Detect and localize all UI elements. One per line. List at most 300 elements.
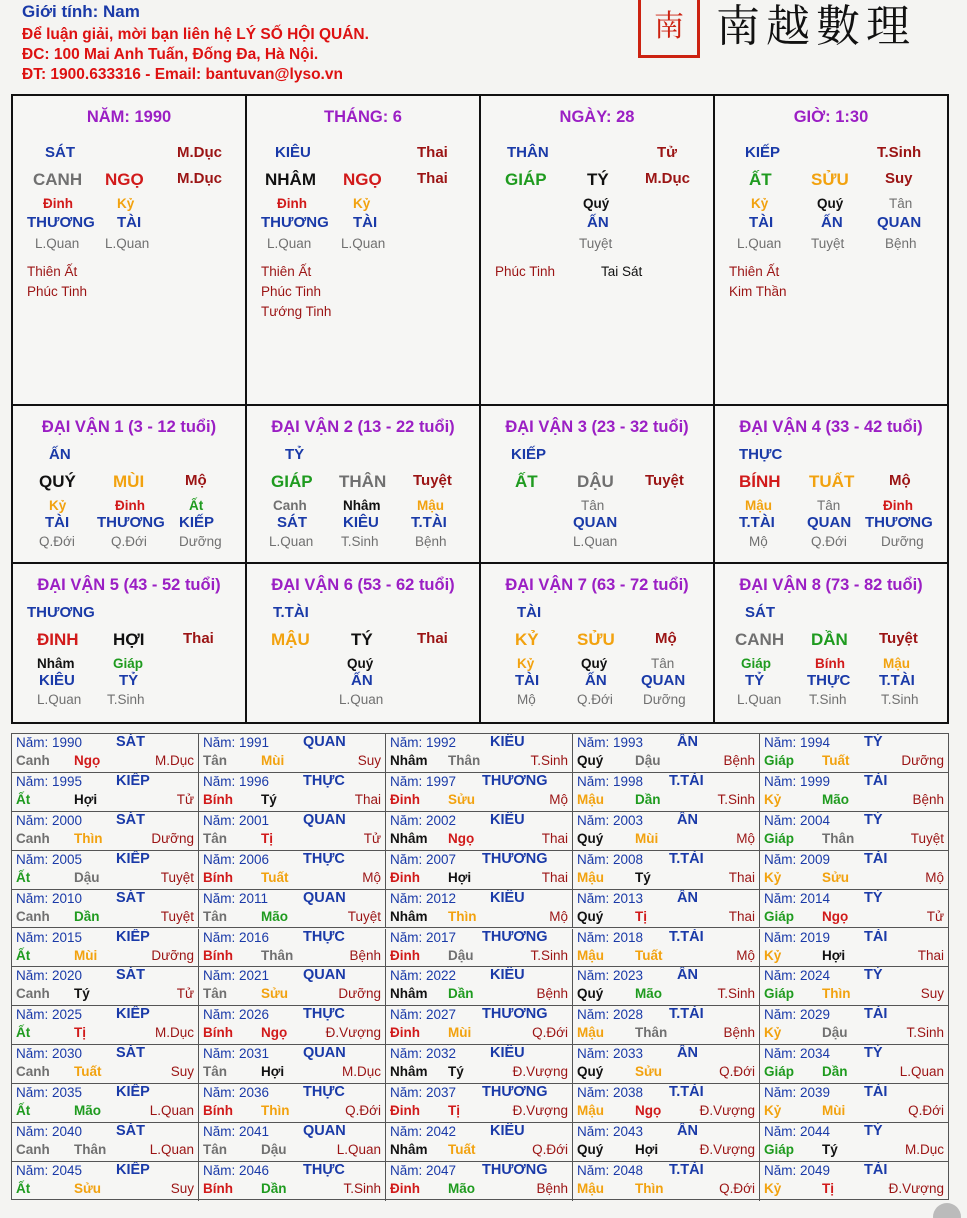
dai-van-term: Thai xyxy=(183,630,214,647)
dai-van-term: Mậu xyxy=(745,498,772,513)
year-branch: Thân xyxy=(74,1142,107,1157)
pillar-term: ẤN xyxy=(821,214,843,231)
year-cell xyxy=(573,812,760,851)
year-ten-god: T.TÀI xyxy=(669,772,704,789)
pillar-term: Đinh xyxy=(43,196,73,211)
year-branch: Dần xyxy=(635,791,661,807)
year-stem: Quý xyxy=(577,1142,604,1157)
dai-van-term: Giáp xyxy=(113,656,144,671)
dai-van-term: Bính xyxy=(815,656,845,671)
year-branch: Dậu xyxy=(635,753,661,768)
pillar-term: NGỌ xyxy=(343,170,382,189)
year-stage: L.Quan xyxy=(336,1142,381,1157)
year-branch: Dậu xyxy=(448,947,474,963)
year-ten-god: THƯƠNG xyxy=(482,1084,548,1101)
year-label: Năm: 2020 xyxy=(16,968,83,984)
year-label: Năm: 2043 xyxy=(577,1124,644,1139)
year-label: Năm: 2042 xyxy=(390,1124,457,1139)
year-branch: Mão xyxy=(448,1180,475,1196)
pillar-term: SỬU xyxy=(811,170,849,189)
dai-van-title: ĐẠI VẬN 8 (73 - 82 tuổi) xyxy=(739,576,923,594)
year-stage: Mộ xyxy=(736,830,755,846)
year-branch: Hợi xyxy=(74,791,98,807)
year-branch: Tuất xyxy=(74,1064,102,1080)
year-stage: Bệnh xyxy=(349,947,381,963)
year-cell xyxy=(760,890,948,929)
year-stem: Giáp xyxy=(764,908,795,924)
year-ten-god: TỶ xyxy=(864,811,883,828)
dai-van-term: T.TÀI xyxy=(879,672,915,689)
year-branch: Ngọ xyxy=(822,908,849,924)
year-stem: Ất xyxy=(16,1025,31,1041)
pillar-term: Phúc Tinh xyxy=(261,284,322,299)
dai-van-term: Mộ xyxy=(749,534,768,549)
year-stem: Đinh xyxy=(390,869,420,885)
year-cell xyxy=(199,773,386,812)
dai-van-title: ĐẠI VẬN 6 (53 - 62 tuổi) xyxy=(271,576,455,594)
dai-van-title: ĐẠI VẬN 3 (23 - 32 tuổi) xyxy=(505,418,689,436)
year-cell xyxy=(12,734,199,773)
dai-van-term: Mộ xyxy=(517,692,536,707)
dai-van-title: ĐẠI VẬN 4 (33 - 42 tuổi) xyxy=(739,418,923,436)
year-stem: Tân xyxy=(203,753,228,768)
year-label: Năm: 2034 xyxy=(764,1046,831,1062)
year-stem: Ất xyxy=(16,1180,31,1196)
year-stage: Bệnh xyxy=(536,986,568,1002)
year-label: Năm: 2026 xyxy=(203,1007,270,1023)
dai-van-term: QUÝ xyxy=(39,472,76,491)
dai-van-term: Nhâm xyxy=(37,656,75,671)
year-label: Năm: 2036 xyxy=(203,1085,270,1101)
pillar-term: L.Quan xyxy=(35,236,80,251)
year-ten-god: KIÊU xyxy=(490,734,525,750)
year-label: Năm: 2023 xyxy=(577,968,644,984)
year-cell xyxy=(573,1123,760,1162)
dai-van-term: DẬU xyxy=(577,472,614,491)
pillar-term: NHÂM xyxy=(265,170,316,189)
pillar-term: Tướng Tinh xyxy=(261,304,332,319)
year-stem: Kỷ xyxy=(764,791,782,807)
year-ten-god: THƯƠNG xyxy=(482,1161,548,1178)
year-label: Năm: 2030 xyxy=(16,1046,83,1062)
year-label: Năm: 1998 xyxy=(577,773,644,789)
dai-van-term: TỶ xyxy=(745,672,765,689)
dai-van-title: ĐẠI VẬN 5 (43 - 52 tuổi) xyxy=(37,576,221,594)
year-branch: Thìn xyxy=(448,908,477,924)
year-stage: Bệnh xyxy=(912,791,944,807)
year-cell xyxy=(12,1162,199,1201)
year-branch: Tị xyxy=(261,830,273,846)
dai-van-term: Tân xyxy=(817,498,841,513)
dai-van-title: ĐẠI VẬN 1 (3 - 12 tuổi) xyxy=(41,418,217,436)
year-label: Năm: 2003 xyxy=(577,812,644,828)
dai-van-term: KIẾP xyxy=(511,446,547,463)
dai-van-title: ĐẠI VẬN 7 (63 - 72 tuổi) xyxy=(505,576,689,594)
year-ten-god: SÁT xyxy=(116,889,145,906)
year-stage: Đ.Vượng xyxy=(888,1180,944,1196)
dai-van-term: Quý xyxy=(347,656,374,671)
year-stem: Tân xyxy=(203,1142,228,1157)
year-stem: Quý xyxy=(577,753,604,768)
year-cell xyxy=(760,1045,948,1084)
year-ten-god: QUAN xyxy=(303,889,346,906)
dai-van-term: Bệnh xyxy=(415,534,447,549)
year-label: Năm: 1992 xyxy=(390,735,457,750)
year-ten-god: TÀI xyxy=(864,850,888,867)
year-cell xyxy=(12,929,199,968)
pillar-term: THÂN xyxy=(507,144,549,161)
year-ten-god: TỶ xyxy=(864,1123,883,1139)
dai-van-term: MẬU xyxy=(271,630,310,649)
year-branch: Tuất xyxy=(822,753,850,768)
year-branch: Thân xyxy=(822,830,855,846)
year-branch: Tuất xyxy=(635,947,663,963)
year-stage: Dưỡng xyxy=(901,753,944,768)
year-cell xyxy=(199,734,386,773)
year-stem: Canh xyxy=(16,1142,50,1157)
pillar-title: NGÀY: 28 xyxy=(559,108,635,126)
year-ten-god: QUAN xyxy=(303,967,346,984)
year-cell xyxy=(199,967,386,1006)
year-stage: M.Dục xyxy=(341,1064,381,1080)
pillar-term: ẤN xyxy=(587,214,609,231)
year-label: Năm: 2008 xyxy=(577,851,644,867)
year-ten-god: TỶ xyxy=(864,967,883,984)
year-branch: Ngọ xyxy=(261,1025,288,1041)
pillar-term: Kỷ xyxy=(353,196,371,211)
scroll-indicator[interactable] xyxy=(933,1203,961,1218)
year-label: Năm: 2013 xyxy=(577,890,644,906)
year-ten-god: TÀI xyxy=(864,1084,888,1101)
year-label: Năm: 2039 xyxy=(764,1085,831,1101)
year-label: Năm: 2006 xyxy=(203,851,270,867)
year-stage: Mộ xyxy=(925,869,944,885)
year-branch: Tị xyxy=(448,1103,460,1119)
dai-van-term: DẦN xyxy=(811,630,848,649)
dai-van-term: ẤN xyxy=(351,672,373,689)
year-cell xyxy=(573,1084,760,1123)
year-stage: Mộ xyxy=(549,791,568,807)
pillar-term: L.Quan xyxy=(737,236,782,251)
year-branch: Hợi xyxy=(822,947,846,963)
year-stage: Đ.Vượng xyxy=(699,1142,755,1157)
year-ten-god: THƯƠNG xyxy=(482,928,548,945)
year-label: Năm: 1997 xyxy=(390,773,457,789)
dai-van-cell xyxy=(13,564,247,722)
dai-van-term: ẤN xyxy=(49,446,71,463)
year-stem: Giáp xyxy=(764,830,795,846)
dai-van-term: Q.Đới xyxy=(111,534,147,549)
dai-van-cell xyxy=(715,406,947,564)
pillar-term: TÀI xyxy=(353,214,378,231)
year-stem: Đinh xyxy=(390,791,420,807)
year-ten-god: THƯƠNG xyxy=(482,772,548,789)
year-branch: Ngọ xyxy=(448,830,475,846)
pillar-term: NGỌ xyxy=(105,170,144,189)
year-cell xyxy=(573,851,760,890)
year-cell xyxy=(760,812,948,851)
year-label: Năm: 1991 xyxy=(203,735,270,750)
year-stage: Tử xyxy=(363,830,381,846)
year-branch: Tị xyxy=(822,1180,834,1196)
pillar-cell xyxy=(247,96,481,408)
year-cell xyxy=(386,1123,573,1162)
pillar-term: Thai xyxy=(417,170,448,187)
year-label: Năm: 2002 xyxy=(390,812,457,828)
year-stage: Thai xyxy=(541,869,568,885)
year-label: Năm: 2031 xyxy=(203,1046,270,1062)
year-label: Năm: 2044 xyxy=(764,1124,831,1139)
year-branch: Dần xyxy=(261,1180,287,1196)
year-branch: Hợi xyxy=(635,1142,659,1157)
year-stage: Q.Đới xyxy=(908,1103,944,1119)
year-cell xyxy=(386,773,573,812)
year-label: Năm: 2028 xyxy=(577,1007,644,1023)
year-ten-god: KIẾP xyxy=(116,850,150,867)
year-cell xyxy=(573,1006,760,1045)
dai-van-term: Mộ xyxy=(185,472,207,489)
year-stem: Nhâm xyxy=(390,753,428,768)
year-stem: Canh xyxy=(16,753,50,768)
year-stage: M.Dục xyxy=(154,753,194,768)
red-seal-logo: 南 xyxy=(638,0,700,58)
year-stem: Canh xyxy=(16,986,50,1002)
year-stage: Thai xyxy=(541,830,568,846)
year-cell xyxy=(573,773,760,812)
year-ten-god: T.TÀI xyxy=(669,1161,704,1178)
year-branch: Dậu xyxy=(261,1142,287,1157)
year-branch: Mùi xyxy=(448,1025,472,1041)
dai-van-cell xyxy=(481,564,715,722)
pillar-term: Kỷ xyxy=(751,196,769,211)
year-branch: Dần xyxy=(822,1064,848,1080)
year-ten-god: T.TÀI xyxy=(669,1084,704,1101)
dai-van-term: Mộ xyxy=(655,630,677,647)
year-stem: Nhâm xyxy=(390,986,428,1002)
year-branch: Mão xyxy=(74,1103,101,1119)
year-ten-god: QUAN xyxy=(303,1045,346,1062)
year-label: Năm: 2007 xyxy=(390,851,457,867)
dai-van-term: ĐINH xyxy=(37,630,79,649)
year-label: Năm: 2004 xyxy=(764,812,831,828)
dai-van-term: Tân xyxy=(581,498,605,513)
pillar-cell xyxy=(481,96,715,408)
dai-van-term: T.Sinh xyxy=(881,692,919,707)
year-stem: Đinh xyxy=(390,1025,420,1041)
year-stage: Q.Đới xyxy=(719,1180,755,1196)
year-cell xyxy=(760,1162,948,1201)
year-stage: Q.Đới xyxy=(532,1142,568,1157)
year-stem: Canh xyxy=(16,830,50,846)
yearly-luck-table xyxy=(11,733,949,1200)
year-stage: Thai xyxy=(728,869,755,885)
year-cell xyxy=(199,1123,386,1162)
dai-van-term: Kỷ xyxy=(49,498,67,513)
pillar-term: SÁT xyxy=(45,144,75,161)
year-branch: Dậu xyxy=(822,1025,848,1041)
dai-van-term: THỰC xyxy=(739,446,783,463)
dai-van-term: THƯƠNG xyxy=(865,514,933,531)
year-cell xyxy=(760,929,948,968)
year-stage: Q.Đới xyxy=(719,1064,755,1080)
dai-van-term: QUAN xyxy=(641,672,686,689)
year-label: Năm: 2000 xyxy=(16,812,83,828)
pillar-term: Suy xyxy=(885,170,913,187)
year-stage: Bệnh xyxy=(723,753,755,768)
pillar-term: Tuyệt xyxy=(579,236,613,251)
year-branch: Tý xyxy=(448,1064,464,1080)
year-label: Năm: 2048 xyxy=(577,1162,644,1178)
pillar-term: T.Sinh xyxy=(877,144,922,161)
year-branch: Ngọ xyxy=(74,753,101,768)
year-label: Năm: 2022 xyxy=(390,968,457,984)
dai-van-term: Dưỡng xyxy=(179,534,222,549)
dai-van-term: SÁT xyxy=(277,514,307,531)
pillar-title: GIỜ: 1:30 xyxy=(793,108,869,126)
dai-van-term: T.Sinh xyxy=(107,692,145,707)
dai-van-term: THƯƠNG xyxy=(97,514,165,531)
dai-van-term: TUẤT xyxy=(809,472,855,491)
year-ten-god: THỰC xyxy=(303,1161,345,1178)
pillar-term: QUAN xyxy=(877,214,922,231)
year-stem: Quý xyxy=(577,830,604,846)
year-cell xyxy=(199,1162,386,1201)
year-branch: Sửu xyxy=(822,869,850,885)
dai-van-term: Mộ xyxy=(889,472,911,489)
pillar-term: Bệnh xyxy=(885,236,917,251)
year-branch: Mão xyxy=(822,791,849,807)
year-stage: Đ.Vượng xyxy=(325,1025,381,1041)
dai-van-cell xyxy=(13,406,247,564)
year-stem: Giáp xyxy=(764,1064,795,1080)
year-ten-god: SÁT xyxy=(116,1123,145,1139)
dai-van-term: TÀI xyxy=(515,672,540,689)
pillar-term: L.Quan xyxy=(267,236,312,251)
year-cell xyxy=(760,773,948,812)
year-cell xyxy=(386,1084,573,1123)
year-stage: Tử xyxy=(176,986,194,1002)
year-ten-god: THỰC xyxy=(303,1084,345,1101)
year-branch: Tuất xyxy=(448,1142,476,1157)
dai-van-term: Giáp xyxy=(741,656,772,671)
year-ten-god: TÀI xyxy=(864,928,888,945)
year-cell xyxy=(12,890,199,929)
year-stem: Giáp xyxy=(764,1142,795,1157)
year-ten-god: QUAN xyxy=(303,1123,346,1139)
dai-van-term: L.Quan xyxy=(737,692,782,707)
year-cell xyxy=(12,1123,199,1162)
dai-van-term: MÙI xyxy=(113,472,145,491)
dai-van-term: Mậu xyxy=(883,656,910,671)
dai-van-cell xyxy=(481,406,715,564)
year-cell xyxy=(760,1084,948,1123)
year-ten-god: SÁT xyxy=(116,734,145,750)
year-stem: Quý xyxy=(577,986,604,1002)
year-ten-god: KIÊU xyxy=(490,1123,525,1139)
year-label: Năm: 2015 xyxy=(16,929,83,945)
year-ten-god: TÀI xyxy=(864,772,888,789)
year-cell xyxy=(386,812,573,851)
year-stem: Bính xyxy=(203,1180,233,1196)
year-label: Năm: 2005 xyxy=(16,851,83,867)
year-branch: Mùi xyxy=(261,753,285,768)
year-cell xyxy=(12,851,199,890)
year-ten-god: THỰC xyxy=(303,772,345,789)
year-stem: Nhâm xyxy=(390,1142,428,1157)
year-label: Năm: 2011 xyxy=(203,890,269,906)
year-stem: Tân xyxy=(203,1064,228,1080)
year-branch: Mùi xyxy=(822,1103,846,1119)
year-stage: T.Sinh xyxy=(717,791,755,807)
year-stage: Suy xyxy=(170,1064,194,1080)
year-label: Năm: 2021 xyxy=(203,968,270,984)
year-stem: Mậu xyxy=(577,1103,604,1119)
year-branch: Tị xyxy=(74,1025,86,1041)
year-ten-god: TỶ xyxy=(864,889,883,906)
year-stage: Mộ xyxy=(549,908,568,924)
year-ten-god: TÀI xyxy=(864,1161,888,1178)
pillar-term: Đinh xyxy=(277,196,307,211)
year-stem: Nhâm xyxy=(390,908,428,924)
year-cell xyxy=(760,967,948,1006)
dai-van-term: T.Sinh xyxy=(341,534,379,549)
dai-van-term: Quý xyxy=(581,656,608,671)
year-stem: Kỷ xyxy=(764,1025,782,1041)
year-stem: Bính xyxy=(203,947,233,963)
year-ten-god: T.TÀI xyxy=(669,1006,704,1023)
dai-van-term: T.TÀI xyxy=(411,514,447,531)
year-label: Năm: 2040 xyxy=(16,1124,83,1139)
year-label: Năm: 2037 xyxy=(390,1085,457,1101)
year-cell xyxy=(199,1045,386,1084)
pillar-term: Quý xyxy=(817,196,844,211)
year-branch: Sửu xyxy=(261,986,289,1002)
dai-van-term: TÀI xyxy=(517,604,542,621)
year-label: Năm: 2025 xyxy=(16,1007,83,1023)
year-stem: Đinh xyxy=(390,1103,420,1119)
dai-van-term: GIÁP xyxy=(271,472,313,491)
dai-van-term: T.TÀI xyxy=(273,604,309,621)
year-ten-god: THƯƠNG xyxy=(482,1006,548,1023)
dai-van-term: BÍNH xyxy=(739,472,781,491)
dai-van-term: Ất xyxy=(189,498,204,513)
pillar-term: Quý xyxy=(583,196,610,211)
year-branch: Hợi xyxy=(448,869,472,885)
year-branch: Thân xyxy=(635,1025,668,1041)
dai-van-cell xyxy=(247,564,481,722)
year-label: Năm: 1999 xyxy=(764,773,831,789)
year-ten-god: THỰC xyxy=(303,1006,345,1023)
dai-van-term: TÀI xyxy=(45,514,70,531)
year-label: Năm: 2009 xyxy=(764,851,831,867)
dai-van-term: Q.Đới xyxy=(39,534,75,549)
year-ten-god: KIẾP xyxy=(116,1006,150,1023)
year-stage: Mộ xyxy=(362,869,381,885)
year-label: Năm: 2024 xyxy=(764,968,831,984)
year-stage: Q.Đới xyxy=(532,1025,568,1041)
year-branch: Tý xyxy=(822,1142,838,1157)
dai-van-term: Dưỡng xyxy=(643,692,686,707)
year-ten-god: SÁT xyxy=(116,1045,145,1062)
year-stem: Nhâm xyxy=(390,1064,428,1080)
year-ten-god: TÀI xyxy=(864,1006,888,1023)
year-label: Năm: 2033 xyxy=(577,1046,644,1062)
year-ten-god: QUAN xyxy=(303,811,346,828)
year-ten-god: ẤN xyxy=(677,967,698,984)
year-ten-god: KIẾP xyxy=(116,772,150,789)
year-branch: Mão xyxy=(635,986,662,1002)
year-stage: L.Quan xyxy=(899,1064,944,1080)
